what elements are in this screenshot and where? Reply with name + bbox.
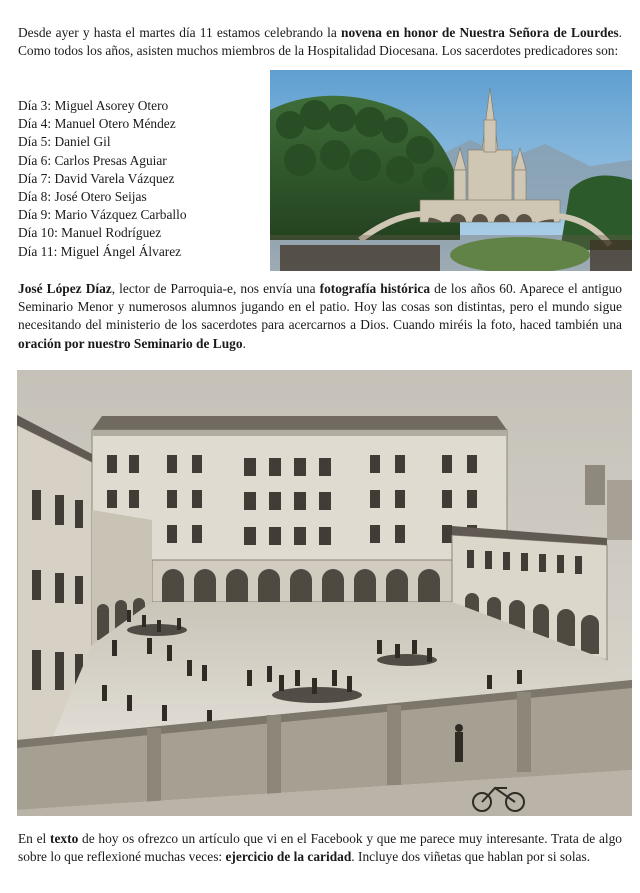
preacher-item: Día 8: José Otero Seijas (18, 189, 147, 205)
preacher-item: Día 3: Miguel Asorey Otero (18, 98, 169, 113)
historic-photo-emphasis: fotografía histórica (319, 281, 431, 296)
para3-text-2: de hoy os ofrezco un artículo que vi en el Facebook y que me parece muy interesante. Trata de algo sobre lo que reflexioné muchas veces: (18, 831, 622, 865)
closing-paragraph (18, 830, 622, 866)
author-name: José López Díaz (18, 281, 112, 296)
preachers-list (18, 97, 268, 261)
preacher-item: Día 10: Manuel Rodríguez (18, 225, 162, 241)
caridad-emphasis: ejercicio de la caridad (225, 849, 352, 865)
para2-text-2: de los años 60. Aparece el antiguo Seminario Menor y numerosos alumnos jugando en el patio. Hoy las cosas son distintas, pero el mundo sigue necesitando del ministerio de los sacerdotes para acercarnos a Dios. Cuando miréis la foto, haced también una (18, 281, 622, 333)
preacher-item: Día 7: David Varela Vázquez (18, 170, 175, 186)
intro-text-1: Desde ayer y hasta el martes día 11 estamos celebrando la (18, 25, 342, 40)
para3-text-3: . Incluye dos viñetas que hablan por si solas. (351, 849, 591, 865)
preacher-item: Día 9: Mario Vázquez Carballo (18, 207, 187, 223)
texto-emphasis: texto (50, 831, 79, 846)
novena-emphasis: novena en honor de Nuestra Señora de Lourdes (341, 25, 619, 40)
preacher-item: Día 6: Carlos Presas Aguiar (18, 152, 167, 168)
lourdes-basilica-photo (270, 70, 632, 271)
seminary-historic-photo (17, 370, 632, 816)
preacher-item: Día 5: Daniel Gil (18, 134, 111, 150)
intro-text-2: . Como todos los años, asisten muchos miembros de la Hospitalidad Diocesana. Los sacerdotes predicadores son: (18, 25, 622, 59)
para2-text-1: , lector de Parroquia-e, nos envía una (111, 281, 320, 296)
para3-text-1: En el (18, 831, 51, 846)
seminary-prayer-emphasis: oración por nuestro Seminario de Lugo (18, 335, 243, 351)
para2-text-3: . (242, 335, 246, 351)
preacher-item: Día 11: Miguel Ángel Álvarez (18, 243, 182, 259)
preacher-item: Día 4: Manuel Otero Méndez (18, 116, 176, 132)
intro-paragraph (18, 24, 622, 60)
historic-photo-paragraph (18, 280, 622, 353)
